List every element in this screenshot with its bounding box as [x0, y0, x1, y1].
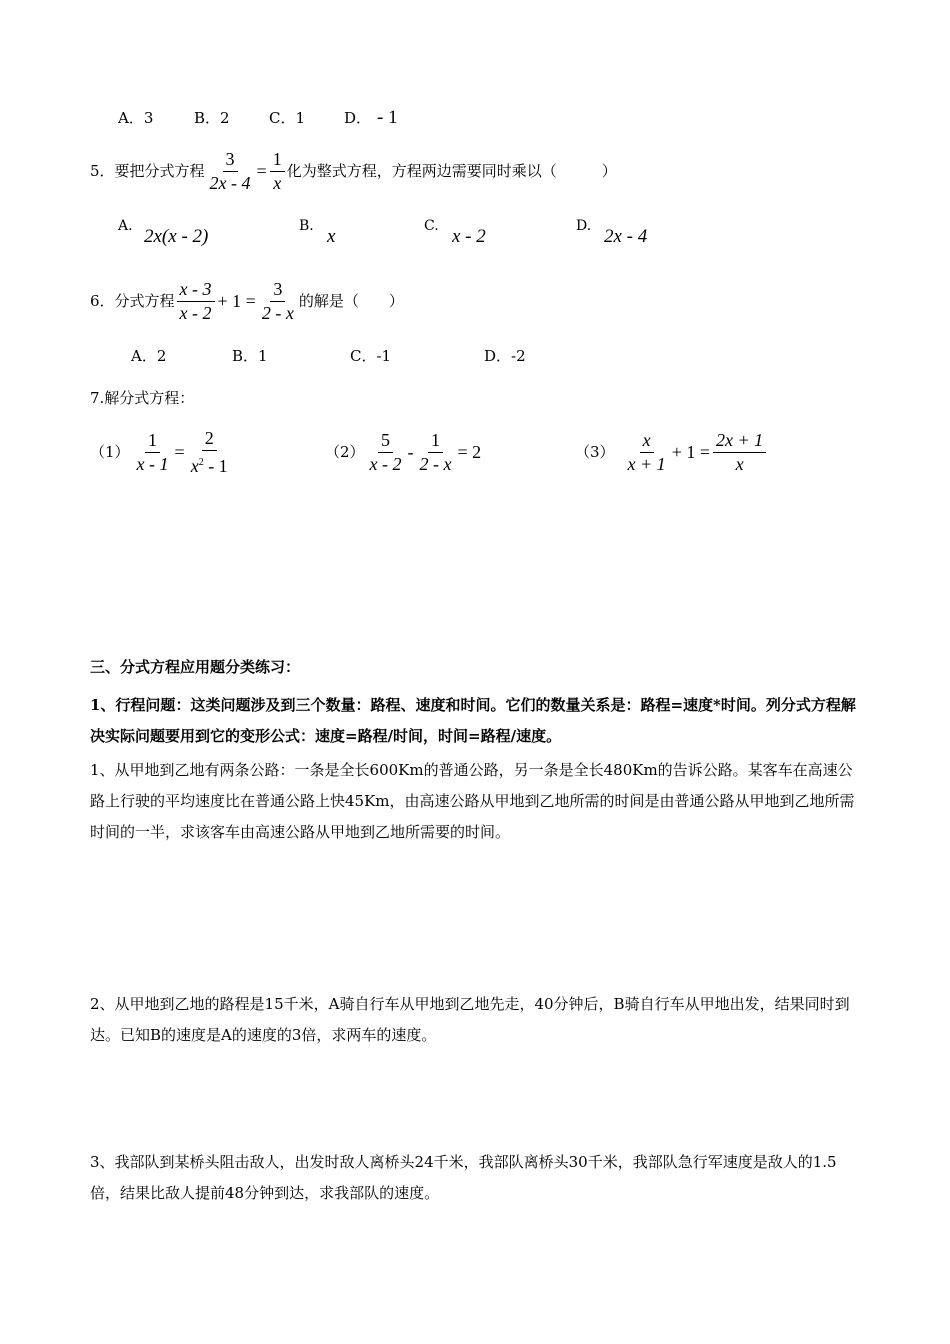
q7-part-3 [575, 426, 768, 478]
problem-1: 1、从甲地到乙地有两条公路：一条是全长600Km的普通公路，另一条是全长480Km的告诉公路。某客车在高速公路上行驶的平均速度比在普通公路上快45Km，由高速公路从甲地到乙地所需的时间是由普通公路从甲地到乙地所需时间的一半，求该客车由高速公路从甲地到乙地所需要的时间。 [90, 761, 855, 841]
q5-option-d-label: D. [576, 218, 592, 234]
q7-part-1 [90, 426, 233, 478]
q7-p3-label: （3） [575, 443, 615, 461]
q5-prefix: 5．要把分式方程 [90, 162, 205, 180]
q4-option-d-label: D． [344, 109, 372, 127]
q7-p2-d2: 2 - x [419, 453, 452, 474]
q5-suffix: 化为整式方程，方程两边需要同时乘以（ ） [286, 162, 617, 180]
q5-equals: = [256, 160, 267, 181]
q7-p1-n2: 2 [202, 428, 217, 451]
q5-option-a-label: A. [118, 218, 133, 234]
q5-frac1-den: 2x - 4 [209, 172, 251, 193]
q5-option-c-value: x - 2 [452, 226, 486, 247]
q7-p3-n2: 2x + 1 [713, 430, 766, 453]
q7-p1-label: （1） [90, 443, 130, 461]
q7-p2-minus: - [407, 441, 414, 462]
problem-3: 3、我部队到某桥头阻击敌人，出发时敌人离桥头24千米，我部队离桥头30千米，我部队急行军速度是敌人的1.5倍，结果比敌人提前48分钟到达，求我部队的速度。 [90, 1153, 837, 1202]
q4-option-a: A．3 [118, 109, 154, 127]
q7-p1-d2-rest: - 1 [203, 455, 228, 476]
q7-p2-n1: 5 [378, 430, 393, 453]
q5-option-b-value: x [327, 226, 336, 247]
q7-p1-d2-base: x [190, 455, 199, 476]
q6-fraction-2 [259, 279, 297, 324]
q4-option-d [344, 104, 398, 132]
q4-option-d-value: - 1 [377, 107, 398, 128]
q7-p3-fraction-1 [625, 430, 669, 475]
q6-option-a: A．2 [131, 347, 167, 365]
q6-option-d: D．-2 [484, 347, 526, 365]
q7-p3-n1: x [640, 430, 654, 453]
section-3-heading: 三、分式方程应用题分类练习： [90, 658, 301, 676]
q5-frac2-den: x [273, 172, 282, 193]
q6-plus-one: + 1 = [217, 290, 256, 311]
q6-suffix: 的解是（ ） [298, 292, 404, 310]
q6-frac2-den: 2 - x [261, 302, 294, 323]
q6-frac2-num: 3 [270, 279, 285, 302]
q7-p2-fraction-2 [417, 430, 455, 475]
q5-frac1-num: 3 [223, 149, 238, 172]
q5-frac2-num: 1 [270, 149, 285, 172]
q6-question [90, 276, 404, 326]
q7-p3-d2: x [735, 453, 744, 474]
q7-p1-fraction-1 [134, 430, 172, 475]
problem-2: 2、从甲地到乙地的路程是15千米，A骑自行车从甲地到乙地先走，40分钟后，B骑自行车从甲地出发，结果同时到达。已知B的速度是A的速度的3倍，求两车的速度。 [90, 995, 850, 1044]
q7-p1-n1: 1 [145, 430, 160, 453]
q5-question [90, 146, 617, 196]
q7-p1-d2-exp: 2 [198, 456, 204, 468]
section-3-intro: 1、行程问题：这类问题涉及到三个数量：路程、速度和时间。它们的数量关系是：路程=速度*时间。列分式方程解决实际问题要用到它的变形公式：速度=路程/时间，时间=路程/速度。 [90, 696, 856, 745]
q7-part-2 [325, 426, 482, 478]
q6-prefix: 6．分式方程 [90, 292, 175, 310]
q4-option-c: C．1 [269, 109, 306, 127]
q7-p1-d2 [188, 451, 231, 477]
q7-p2-n2: 1 [428, 430, 443, 453]
q5-option-c-label: C. [424, 218, 439, 234]
q7-p3-plus-one: + 1 = [671, 441, 710, 462]
q7-p1-fraction-2 [188, 428, 231, 477]
q7-p2-rhs: = 2 [457, 441, 482, 462]
q6-frac1-num: x - 3 [177, 279, 215, 302]
q7-p1-d1: x - 1 [136, 453, 169, 474]
q7-p2-fraction-1 [367, 430, 405, 475]
q6-fraction-1 [177, 279, 215, 324]
q5-fraction-1 [207, 149, 254, 194]
q7-p2-label: （2） [325, 443, 365, 461]
q6-option-b: B．1 [232, 347, 268, 365]
q6-frac1-den: x - 2 [179, 302, 212, 323]
q7-p3-fraction-2 [713, 430, 766, 475]
q4-option-b: B．2 [194, 109, 230, 127]
q7-title: 7.解分式方程： [90, 389, 195, 407]
q5-option-a-value: 2x(x - 2) [144, 226, 209, 247]
q7-p3-d1: x + 1 [627, 453, 666, 474]
q7-p1-equals: = [174, 441, 185, 462]
q5-option-d-value: 2x - 4 [604, 226, 648, 247]
q5-fraction-2 [270, 149, 285, 194]
q7-p2-d1: x - 2 [369, 453, 402, 474]
q6-option-c: C．-1 [350, 347, 392, 365]
q5-option-b-label: B. [299, 218, 314, 234]
